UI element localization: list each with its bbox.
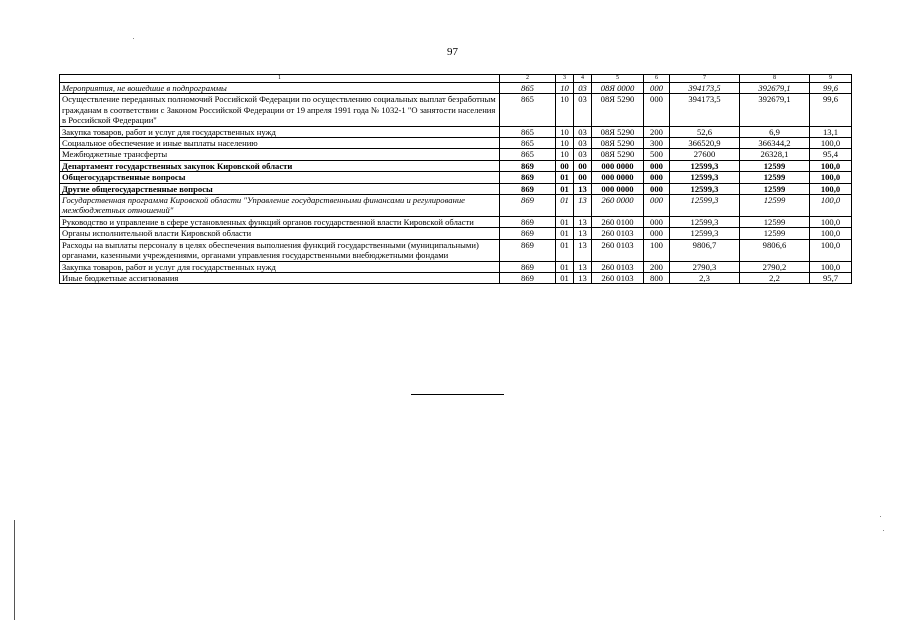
end-rule <box>411 394 504 395</box>
column-header: 7 <box>670 75 740 83</box>
cell-percent: 99,6 <box>810 83 852 94</box>
cell-expense-type: 000 <box>644 160 670 171</box>
cell-executed: 12599 <box>740 183 810 194</box>
cell-expense-type: 000 <box>644 94 670 126</box>
cell-section: 10 <box>556 94 574 126</box>
column-header: 3 <box>556 75 574 83</box>
cell-section: 10 <box>556 83 574 94</box>
cell-ministry: 869 <box>500 216 556 227</box>
row-title: Руководство и управление в сфере установленных функций органов государственной власти Кировской области <box>60 216 500 227</box>
cell-executed: 2790,2 <box>740 261 810 272</box>
cell-percent: 100,0 <box>810 261 852 272</box>
row-title: Государственная программа Кировской области "Управление государственными финансами и регулирование межбюджетных отношений" <box>60 195 500 217</box>
cell-subsection: 13 <box>574 195 592 217</box>
cell-section: 10 <box>556 149 574 160</box>
cell-section: 01 <box>556 239 574 261</box>
cell-section: 10 <box>556 126 574 137</box>
cell-target-article: 000 0000 <box>592 183 644 194</box>
cell-section: 01 <box>556 272 574 283</box>
cell-planned: 52,6 <box>670 126 740 137</box>
column-header: 9 <box>810 75 852 83</box>
cell-expense-type: 100 <box>644 239 670 261</box>
cell-section: 01 <box>556 228 574 239</box>
cell-subsection: 03 <box>574 126 592 137</box>
cell-target-article: 260 0100 <box>592 216 644 227</box>
table-row <box>60 138 852 149</box>
row-title: Иные бюджетные ассигнования <box>60 272 500 283</box>
cell-planned: 12599,3 <box>670 183 740 194</box>
cell-percent: 95,7 <box>810 272 852 283</box>
cell-percent: 100,0 <box>810 195 852 217</box>
cell-target-article: 08Я 5290 <box>592 149 644 160</box>
cell-target-article: 000 0000 <box>592 172 644 183</box>
cell-planned: 27600 <box>670 149 740 160</box>
cell-percent: 100,0 <box>810 183 852 194</box>
cell-ministry: 865 <box>500 138 556 149</box>
cell-planned: 12599,3 <box>670 228 740 239</box>
cell-planned: 366520,9 <box>670 138 740 149</box>
column-header: 8 <box>740 75 810 83</box>
cell-subsection: 13 <box>574 272 592 283</box>
table-row <box>60 228 852 239</box>
cell-percent: 100,0 <box>810 172 852 183</box>
cell-section: 00 <box>556 160 574 171</box>
row-title: Департамент государственных закупок Кировской области <box>60 160 500 171</box>
column-header: 5 <box>592 75 644 83</box>
cell-target-article: 260 0103 <box>592 261 644 272</box>
cell-percent: 95,4 <box>810 149 852 160</box>
cell-expense-type: 000 <box>644 172 670 183</box>
cell-target-article: 08Я 5290 <box>592 126 644 137</box>
cell-ministry: 865 <box>500 83 556 94</box>
row-title: Осуществление переданных полномочий Российской Федерации по осуществлению социальных выплат безработным гражданам в соответствии с Законом Российской Федерации от 19 апреля 1991 года № 1032-1 "О занятости населения в Российской Федерации" <box>60 94 500 126</box>
row-title: Межбюджетные трансферты <box>60 149 500 160</box>
cell-target-article: 08Я 5290 <box>592 94 644 126</box>
cell-planned: 2,3 <box>670 272 740 283</box>
row-title: Социальное обеспечение и иные выплаты населению <box>60 138 500 149</box>
cell-expense-type: 000 <box>644 83 670 94</box>
cell-target-article: 260 0103 <box>592 239 644 261</box>
cell-target-article: 260 0103 <box>592 228 644 239</box>
cell-percent: 100,0 <box>810 239 852 261</box>
cell-section: 01 <box>556 216 574 227</box>
cell-executed: 9806,6 <box>740 239 810 261</box>
table-row <box>60 195 852 217</box>
cell-percent: 99,6 <box>810 94 852 126</box>
table-row <box>60 126 852 137</box>
table-row <box>60 216 852 227</box>
cell-target-article: 08Я 0000 <box>592 83 644 94</box>
budget-table <box>59 74 852 284</box>
cell-target-article: 08Я 5290 <box>592 138 644 149</box>
cell-subsection: 13 <box>574 261 592 272</box>
table-row <box>60 272 852 283</box>
cell-subsection: 13 <box>574 183 592 194</box>
row-title: Другие общегосударственные вопросы <box>60 183 500 194</box>
cell-percent: 13,1 <box>810 126 852 137</box>
cell-ministry: 869 <box>500 272 556 283</box>
table-row <box>60 94 852 126</box>
cell-target-article: 000 0000 <box>592 160 644 171</box>
cell-ministry: 865 <box>500 94 556 126</box>
cell-expense-type: 000 <box>644 183 670 194</box>
column-header: 4 <box>574 75 592 83</box>
column-header: 6 <box>644 75 670 83</box>
cell-expense-type: 200 <box>644 261 670 272</box>
cell-percent: 100,0 <box>810 160 852 171</box>
cell-expense-type: 000 <box>644 228 670 239</box>
cell-ministry: 869 <box>500 183 556 194</box>
cell-section: 01 <box>556 183 574 194</box>
cell-executed: 392679,1 <box>740 94 810 126</box>
cell-subsection: 03 <box>574 138 592 149</box>
cell-executed: 366344,2 <box>740 138 810 149</box>
cell-executed: 392679,1 <box>740 83 810 94</box>
cell-ministry: 869 <box>500 239 556 261</box>
cell-subsection: 00 <box>574 160 592 171</box>
table-row <box>60 261 852 272</box>
table-row <box>60 239 852 261</box>
table-row <box>60 149 852 160</box>
cell-executed: 12599 <box>740 172 810 183</box>
cell-planned: 12599,3 <box>670 172 740 183</box>
cell-ministry: 869 <box>500 160 556 171</box>
cell-subsection: 13 <box>574 216 592 227</box>
cell-subsection: 13 <box>574 228 592 239</box>
table-row <box>60 172 852 183</box>
row-title: Закупка товаров, работ и услуг для государственных нужд <box>60 126 500 137</box>
row-title: Общегосударственные вопросы <box>60 172 500 183</box>
cell-ministry: 869 <box>500 172 556 183</box>
table-row <box>60 83 852 94</box>
cell-ministry: 865 <box>500 126 556 137</box>
cell-percent: 100,0 <box>810 228 852 239</box>
cell-executed: 12599 <box>740 160 810 171</box>
cell-subsection: 00 <box>574 172 592 183</box>
cell-section: 01 <box>556 172 574 183</box>
cell-executed: 26328,1 <box>740 149 810 160</box>
cell-expense-type: 000 <box>644 195 670 217</box>
cell-subsection: 03 <box>574 83 592 94</box>
cell-expense-type: 800 <box>644 272 670 283</box>
cell-expense-type: 000 <box>644 216 670 227</box>
cell-expense-type: 300 <box>644 138 670 149</box>
page-number: 97 <box>447 46 458 58</box>
cell-executed: 12599 <box>740 216 810 227</box>
cell-section: 10 <box>556 138 574 149</box>
cell-executed: 12599 <box>740 195 810 217</box>
cell-subsection: 13 <box>574 239 592 261</box>
cell-expense-type: 500 <box>644 149 670 160</box>
cell-planned: 12599,3 <box>670 195 740 217</box>
cell-executed: 6,9 <box>740 126 810 137</box>
cell-subsection: 03 <box>574 149 592 160</box>
cell-section: 01 <box>556 261 574 272</box>
row-title: Закупка товаров, работ и услуг для государственных нужд <box>60 261 500 272</box>
cell-target-article: 260 0000 <box>592 195 644 217</box>
cell-planned: 12599,3 <box>670 160 740 171</box>
cell-planned: 2790,3 <box>670 261 740 272</box>
column-header: 1 <box>60 75 500 83</box>
cell-executed: 2,2 <box>740 272 810 283</box>
cell-percent: 100,0 <box>810 138 852 149</box>
row-title: Органы исполнительной власти Кировской области <box>60 228 500 239</box>
column-header: 2 <box>500 75 556 83</box>
scan-edge-mark <box>14 520 15 620</box>
cell-expense-type: 200 <box>644 126 670 137</box>
cell-ministry: 865 <box>500 149 556 160</box>
table-row <box>60 183 852 194</box>
cell-target-article: 260 0103 <box>592 272 644 283</box>
row-title: Расходы на выплаты персоналу в целях обеспечения выполнения функций государственными (муниципальными) органами, казенными учреждениями, органами управления государственными внебюджетными фондами <box>60 239 500 261</box>
cell-ministry: 869 <box>500 195 556 217</box>
cell-planned: 12599,3 <box>670 216 740 227</box>
cell-executed: 12599 <box>740 228 810 239</box>
scan-speck <box>133 38 134 39</box>
table-row <box>60 160 852 171</box>
cell-ministry: 869 <box>500 228 556 239</box>
scan-speck <box>880 516 881 517</box>
cell-subsection: 03 <box>574 94 592 126</box>
row-title: Мероприятия, не вошедшие в подпрограммы <box>60 83 500 94</box>
cell-percent: 100,0 <box>810 216 852 227</box>
table-header-row <box>60 75 852 83</box>
scan-speck <box>883 530 884 531</box>
cell-section: 01 <box>556 195 574 217</box>
cell-planned: 394173,5 <box>670 94 740 126</box>
cell-planned: 9806,7 <box>670 239 740 261</box>
cell-ministry: 869 <box>500 261 556 272</box>
cell-planned: 394173,5 <box>670 83 740 94</box>
